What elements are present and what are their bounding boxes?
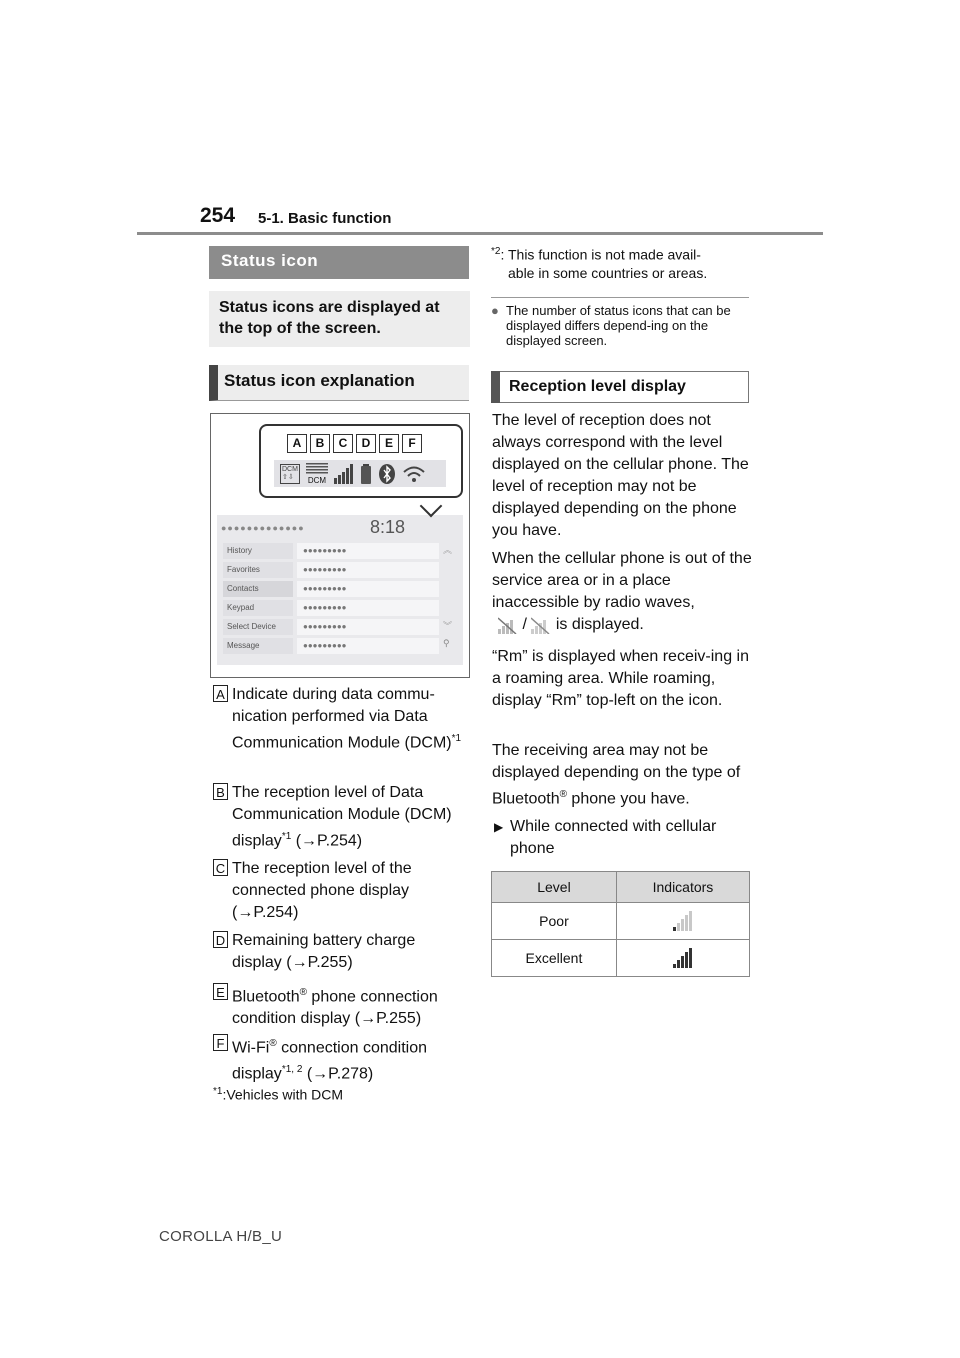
menu-message: Message (223, 638, 293, 654)
clock: 8:18 (370, 517, 406, 537)
bullet-dot-icon: ● (491, 303, 499, 318)
row-cell: ●●●●●●●●● (297, 600, 439, 616)
key-a: A (213, 685, 228, 702)
scroll-up-icon: ︽ (443, 545, 453, 555)
signal-bar (673, 964, 676, 968)
footnote-2 (491, 243, 751, 282)
label-c: C (333, 434, 353, 453)
signal-bar (681, 919, 684, 931)
para-1: The level of reception does not always correspond with the level displayed on the cellular phone. The level of reception may not be displayed depending on the phone you have. (492, 412, 749, 539)
signal-bar (685, 915, 688, 931)
menu-rows (221, 541, 461, 655)
battery-icon (360, 464, 372, 484)
intro-box: Status icons are displayed at the top of the screen. (209, 291, 470, 347)
signal-bar (689, 911, 692, 931)
no-signal-icon (498, 616, 518, 634)
triangle-bullet-icon: ▶ (494, 820, 504, 834)
section-title: 5-1. Basic function (258, 210, 392, 227)
signal-excellent-icon (673, 948, 693, 968)
signal-bar (673, 927, 676, 931)
screen-mockup (217, 515, 463, 665)
footnote-ref: *1 (451, 733, 462, 744)
label-d: D (356, 434, 376, 453)
level-cell: Excellent (492, 940, 617, 977)
list-item (221, 579, 461, 598)
no-signal-icons: / (498, 616, 556, 633)
registered-mark: ® (269, 1038, 277, 1049)
callout-labels (287, 434, 422, 453)
label-f: F (402, 434, 422, 453)
dots-placeholder: ●●●●●●●●●●●●● (221, 523, 305, 533)
bullet-item (492, 816, 754, 860)
footnote-text: able in some countries or areas. (508, 264, 708, 281)
bullet-text: While connected with cellular phone (510, 818, 717, 857)
footnote-ref: *1 (281, 831, 292, 842)
row-cell: ●●●●●●●●● (297, 562, 439, 578)
column-header: Indicators (616, 872, 749, 903)
no-dcm-signal-icon (531, 616, 551, 634)
signal-bar (677, 960, 680, 968)
search-icon: ⚲ (443, 638, 450, 648)
row-cell: ●●●●●●●●● (297, 619, 439, 635)
footnote-text: : This function is not made avail- (500, 246, 701, 263)
label-e: E (379, 434, 399, 453)
list-item (221, 636, 461, 655)
footnote-text: :Vehicles with DCM (222, 1086, 344, 1103)
signal-bar (677, 923, 680, 931)
label-b: B (310, 434, 330, 453)
level-table (491, 871, 750, 977)
list-item (221, 560, 461, 579)
status-icon-heading: Status icon (209, 246, 469, 279)
page-ref-link[interactable]: (→P.278) (302, 1065, 374, 1083)
list-item (221, 541, 461, 560)
note-text: The number of status icons that can be displayed differs depend-ing on the displayed screen. (506, 303, 731, 348)
para-text: phone you have. (566, 790, 690, 808)
menu-contacts: Contacts (223, 581, 293, 597)
footnote-1 (213, 1086, 343, 1103)
signal-bar (685, 952, 688, 968)
para-3: “Rm” is displayed when receiv-ing in a roaming area. While roaming, display “Rm” top-left on the icon. (492, 648, 749, 709)
dcm-signal-icon: DCM (306, 462, 328, 485)
menu-favorites: Favorites (223, 562, 293, 578)
item-text: Wi-Fi (232, 1039, 270, 1057)
item-text: Remaining battery charge display (→P.255) (232, 932, 416, 971)
signal-bar (689, 948, 692, 968)
callout-tail (420, 495, 443, 518)
signal-bar (681, 956, 684, 968)
footer-model: COROLLA H/B_U (159, 1228, 283, 1245)
item-text: The reception level of Data Communication Module (DCM) display (232, 784, 452, 850)
bluetooth-icon (378, 464, 396, 484)
para-4 (492, 740, 754, 810)
table-row (492, 940, 750, 977)
indicator-cell (616, 903, 749, 940)
indicator-cell (616, 940, 749, 977)
para-2 (492, 548, 754, 636)
footnote-ref: *1, 2 (281, 1064, 303, 1076)
footnote-mark: *1 (213, 1086, 223, 1097)
item-text: connection condition display (232, 1039, 428, 1083)
dcm-data-icon: DCM ⇧⇩ (280, 464, 300, 484)
explanation-heading: Status icon explanation (209, 365, 469, 401)
column-header: Level (492, 872, 617, 903)
label-a: A (287, 434, 307, 453)
row-cell: ●●●●●●●●● (297, 543, 439, 559)
table-row (492, 903, 750, 940)
cell-signal-icon (334, 464, 354, 484)
key-c: C (213, 859, 228, 876)
registered-mark: ® (299, 987, 307, 998)
level-cell: Poor (492, 903, 617, 940)
item-text: phone connection condition display (→P.255) (232, 988, 438, 1028)
row-cell: ●●●●●●●●● (297, 638, 439, 654)
key-f: F (213, 1034, 228, 1051)
divider (491, 297, 749, 298)
key-e: E (213, 983, 228, 1000)
registered-mark: ® (559, 789, 567, 800)
wifi-icon (402, 465, 426, 483)
para-text: is displayed. (555, 616, 644, 633)
menu-history: History (223, 543, 293, 559)
scroll-down-icon: ︾ (443, 621, 453, 631)
para-text: The receiving area may not be displayed depending on the type of Bluetooth (492, 742, 741, 808)
signal-poor-icon (673, 911, 693, 931)
status-icon-row (274, 460, 446, 487)
page-number: 254 (200, 204, 236, 227)
table-header-row (492, 872, 750, 903)
header-rule (137, 232, 823, 235)
item-text: Indicate during data commu-nication performed via Data Communication Module (DCM) (232, 686, 452, 752)
item-text: Bluetooth (232, 988, 300, 1006)
list-item (221, 598, 461, 617)
footnote-mark: *2 (491, 246, 501, 257)
status-screen-figure (210, 413, 470, 678)
row-cell: ●●●●●●●●● (297, 581, 439, 597)
para-text: When the cellular phone is out of the service area or in a place inaccessible by radio waves, (492, 550, 752, 611)
key-b: B (213, 783, 228, 800)
note (491, 303, 751, 348)
menu-select-device: Select Device (223, 619, 293, 635)
item-text: The reception level of the connected phone display (→P.254) (232, 860, 412, 921)
status-callout (259, 424, 463, 498)
list-item (221, 617, 461, 636)
page-ref-link[interactable]: (→P.254) (291, 832, 363, 850)
key-d: D (213, 931, 228, 948)
reception-heading: Reception level display (491, 371, 749, 403)
menu-keypad: Keypad (223, 600, 293, 616)
